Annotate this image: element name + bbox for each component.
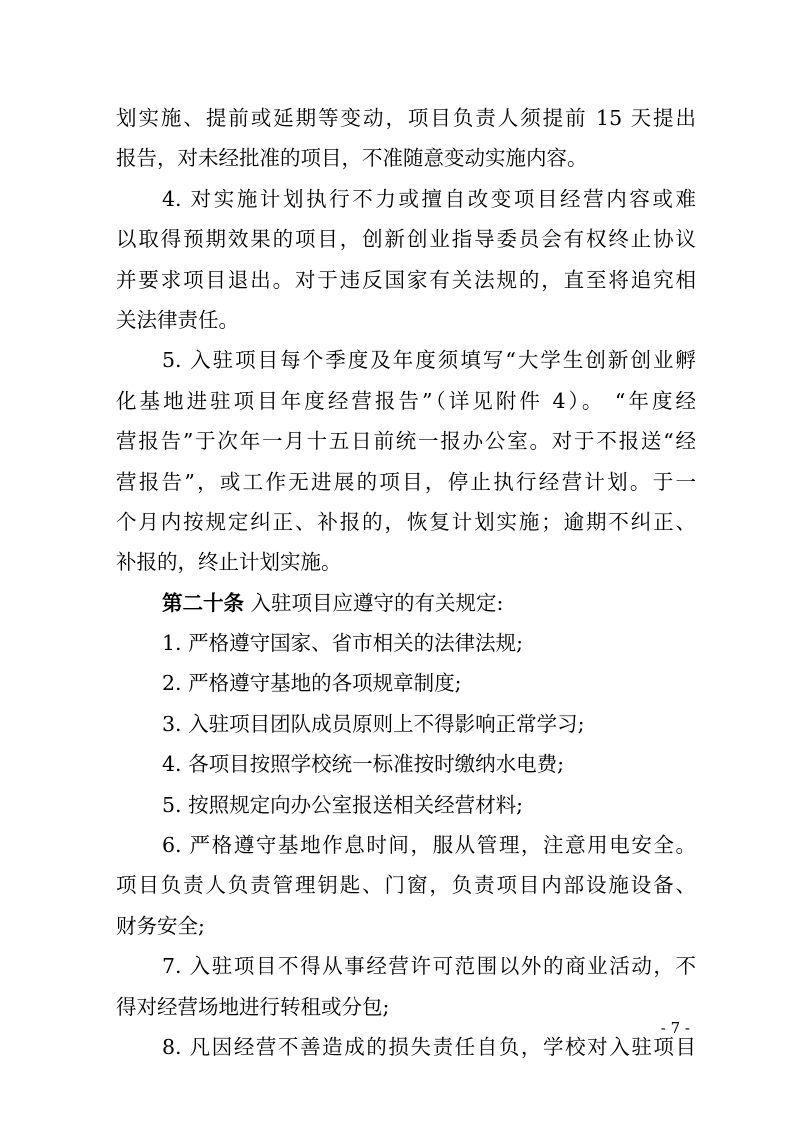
list-item: 8. 凡因经营不善造成的损失责任自负，学校对入驻项目: [162, 1034, 696, 1059]
paragraph-line: 4. 对实施计划执行不力或擅自改变项目经营内容或难: [162, 186, 696, 211]
page-number: - 7 -: [660, 1019, 690, 1037]
paragraph-line: 财务安全;: [116, 913, 205, 938]
paragraph-line: 5. 入驻项目每个季度及年度须填写“大学生创新创业孵: [162, 348, 696, 373]
list-item: 6. 严格遵守基地作息时间，服从管理，注意用电安全。: [162, 833, 696, 858]
paragraph-line: 得对经营场地进行转租或分包;: [116, 994, 390, 1019]
paragraph-line: 报告，对未经批准的项目，不准随意变动实施内容。: [116, 146, 588, 171]
paragraph-line: 营报告”于次年一月十五日前统一报办公室。对于不报送“经: [116, 429, 696, 454]
paragraph-line: 补报的，终止计划实施。: [116, 550, 342, 575]
list-item: 4. 各项目按照学校统一标准按时缴纳水电费;: [162, 752, 564, 777]
paragraph-line: 以取得预期效果的项目，创新创业指导委员会有权终止协议: [116, 227, 696, 252]
list-item: 7. 入驻项目不得从事经营许可范围以外的商业活动，不: [162, 954, 696, 979]
paragraph-line: 项目负责人负责管理钥匙、门窗，负责项目内部设施设备、: [116, 873, 696, 898]
list-item: 2. 严格遵守基地的各项规章制度;: [162, 671, 462, 696]
body-text: [116, 98, 696, 1067]
paragraph-line: 关法律责任。: [116, 307, 239, 332]
paragraph-line: 并要求项目退出。对于违反国家有关法规的，直至将追究相: [116, 267, 696, 292]
list-item: 1. 严格遵守国家、省市相关的法律法规;: [162, 631, 523, 656]
article-label: 第二十条: [162, 590, 244, 615]
article-heading-line: [116, 583, 696, 623]
paragraph-line: 个月内按规定纠正、补报的，恢复计划实施；逾期不纠正、: [116, 509, 696, 534]
article-heading-text: 入驻项目应遵守的有关规定:: [250, 590, 504, 615]
list-item: 5. 按照规定向办公室报送相关经营材料;: [162, 792, 523, 817]
paragraph-line: 划实施、提前或延期等变动，项目负责人须提前 15 天提出: [116, 106, 696, 130]
paragraph-line: 营报告”，或工作无进展的项目，停止执行经营计划。于一: [116, 469, 696, 494]
list-item: 3. 入驻项目团队成员原则上不得影响正常学习;: [162, 711, 585, 736]
paragraph-line: 化基地进驻项目年度经营报告”（详见附件 4）。 “年度经: [116, 388, 696, 413]
